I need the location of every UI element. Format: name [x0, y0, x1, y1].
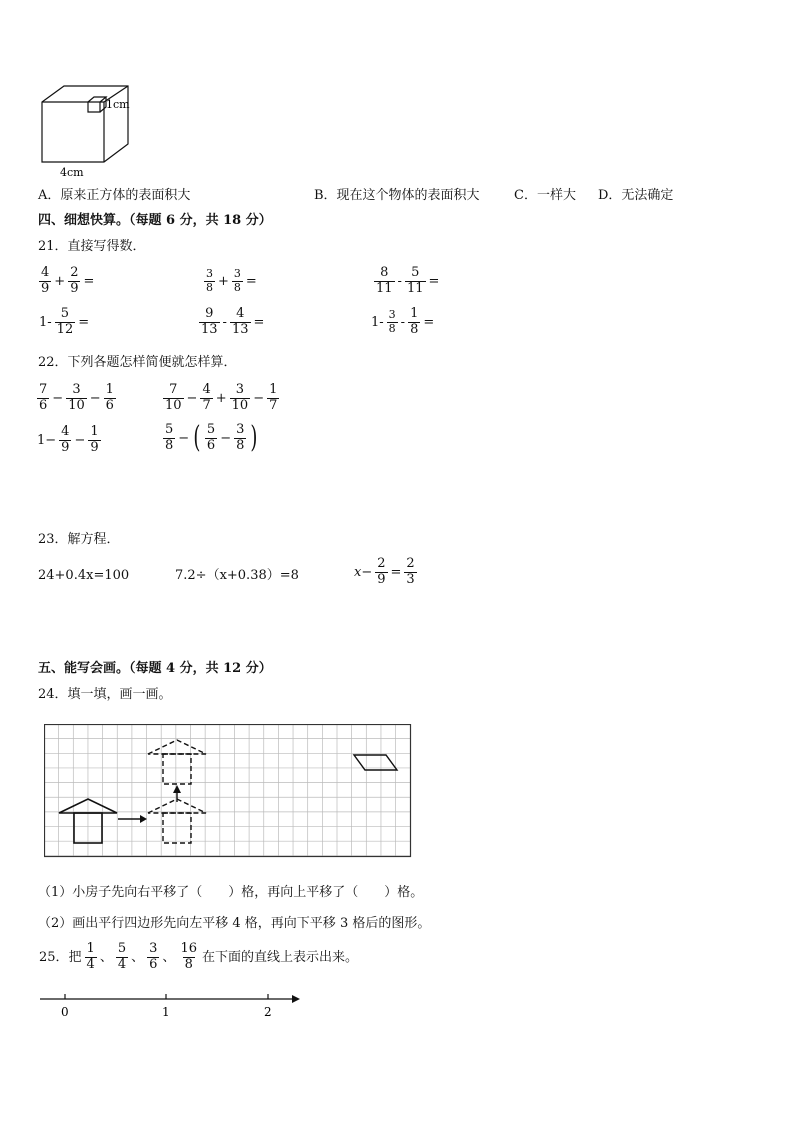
tick-label-1: 1	[162, 1005, 170, 1019]
q24-title: 24．填一填，画一画。	[38, 687, 172, 702]
tick-label-2: 2	[264, 1005, 272, 1019]
house-dashed-right	[148, 799, 206, 843]
arrow-up-icon	[173, 785, 181, 802]
cube-label-small: 1cm	[106, 98, 130, 111]
cube-label-side: 4cm	[60, 166, 84, 179]
q22-expr-1: $\frac{7}{6}$ − $\frac{3}{10}$ − $\frac{1}{6}$	[39, 382, 114, 413]
q23-title: 23．解方程．	[38, 532, 120, 547]
q21-expr-4: 1- $\frac{5}{12}$ =	[39, 306, 90, 337]
q25-prompt: 25．把 $\frac{1}{4}$ 、 $\frac{5}{4}$ 、 $\frac{3}{6}$ 、 $\frac{16}{8}$ 在下面的直线上表示出来。	[39, 941, 358, 972]
tick-label-0: 0	[61, 1005, 69, 1019]
q23-eq-2: 7.2÷（x+0.38）=8	[175, 568, 299, 583]
section-5-title: 五、能写会画。（每题 4 分，共 12 分）	[38, 661, 272, 676]
arrow-right-icon	[118, 815, 147, 823]
q22-expr-4: $\frac{5}{8}$ − ( $\frac{5}{6}$ − $\frac{3}{8}$ )	[165, 420, 258, 456]
q22-expr-3: 1− $\frac{4}{9}$ − $\frac{1}{9}$	[37, 424, 99, 455]
option-b: B．现在这个物体的表面积大	[314, 188, 480, 203]
q21-expr-2: $\frac{3}{8}$ + $\frac{3}{8}$ =	[206, 267, 257, 294]
number-line	[36, 990, 306, 1024]
q24-sub-1: （1）小房子先向右平移了（ ）格，再向上平移了（ ）格。	[38, 885, 424, 900]
q21-expr-3: $\frac{8}{11}$ - $\frac{5}{11}$ =	[376, 265, 440, 296]
cube-figure	[34, 80, 144, 180]
q21-expr-1: $\frac{4}{9}$ + $\frac{2}{9}$ =	[41, 265, 95, 296]
q24-sub-2: （2）画出平行四边形先向左平移 4 格，再向下平移 3 格后的图形。	[38, 916, 431, 931]
house-dashed-up	[148, 740, 206, 784]
q21-expr-6: 1- $\frac{3}{8}$ - $\frac{1}{8}$ =	[371, 306, 435, 337]
translation-grid	[44, 724, 414, 860]
option-c: C．一样大	[514, 188, 576, 203]
q23-eq-3: x− $\frac{2}{9}$ = $\frac{2}{3}$	[354, 556, 415, 587]
q21-expr-5: $\frac{9}{13}$ - $\frac{4}{13}$ =	[201, 306, 265, 337]
section-4-title: 四、细想快算。（每题 6 分，共 18 分）	[38, 213, 272, 228]
q21-title: 21．直接写得数．	[38, 239, 146, 254]
axis-arrow-icon	[292, 995, 300, 1003]
option-d: D．无法确定	[598, 188, 674, 203]
q22-expr-2: $\frac{7}{10}$ − $\frac{4}{7}$ + $\frac{3}{10}$ − $\frac{1}{7}$	[165, 382, 278, 413]
q22-title: 22．下列各题怎样简便就怎样算．	[38, 355, 237, 370]
q23-eq-1: 24+0.4x=100	[38, 568, 130, 583]
option-a: A．原来正方体的表面积大	[38, 188, 191, 203]
